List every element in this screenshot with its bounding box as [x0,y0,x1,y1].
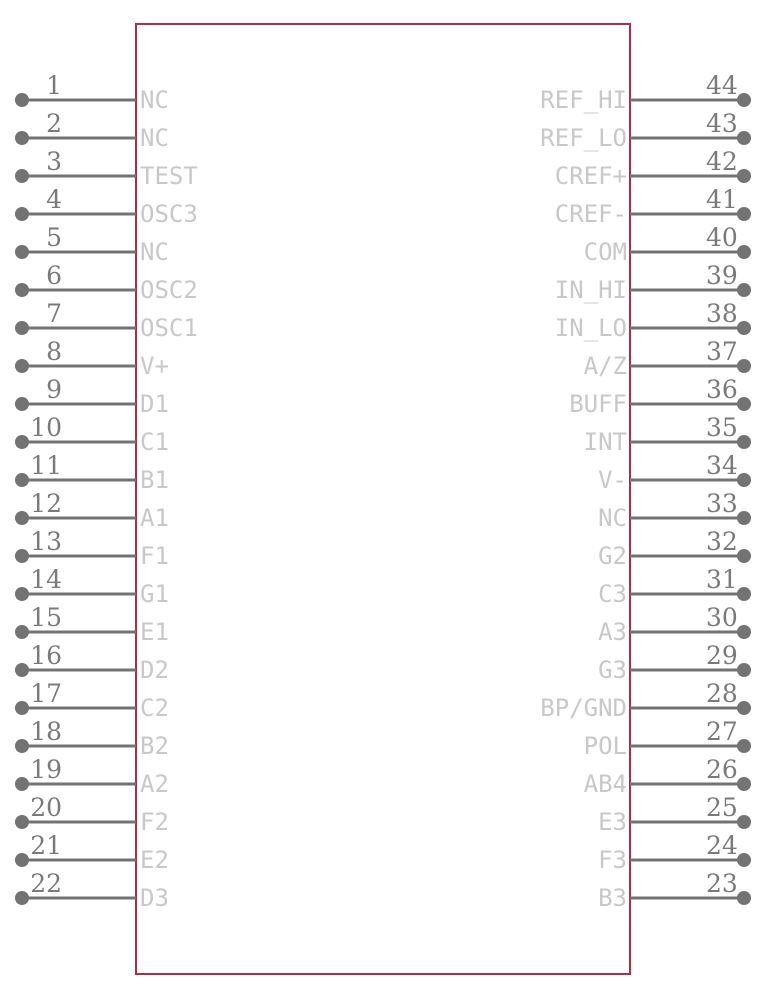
pin-name: OSC2 [140,276,198,304]
pin-12 [15,489,169,532]
pin-44 [540,71,751,114]
pin-name: D1 [140,390,169,418]
pin-number: 26 [706,755,738,784]
pin-terminal-dot [737,131,751,145]
pin-name: G3 [598,656,627,684]
pin-number: 42 [706,147,738,176]
pin-terminal-dot [737,283,751,297]
pin-terminal-dot [15,739,29,753]
pin-13 [15,527,169,570]
pin-name: B2 [140,732,169,760]
pin-name: AB4 [583,770,627,798]
pin-terminal-dot [15,131,29,145]
pin-number: 14 [30,565,62,594]
pin-name: G1 [140,580,169,608]
pin-8 [15,337,169,380]
pin-terminal-dot [15,511,29,525]
pin-35 [584,413,751,456]
pin-name: TEST [140,162,198,190]
pin-number: 7 [46,299,62,328]
pin-name: A/Z [583,352,627,380]
pin-terminal-dot [15,777,29,791]
pin-name: F3 [598,846,627,874]
pin-name: E2 [140,846,169,874]
pin-number: 12 [30,489,62,518]
pin-32 [598,527,751,570]
pin-number: 6 [46,261,62,290]
pin-19 [15,755,169,798]
pin-number: 37 [706,337,738,366]
pin-number: 18 [30,717,62,746]
pin-number: 33 [706,489,738,518]
pin-name: G2 [598,542,627,570]
pin-34 [598,451,751,494]
pin-number: 24 [706,831,738,860]
pin-name: POL [583,732,627,760]
pin-39 [555,261,751,304]
pin-6 [15,261,198,304]
pin-number: 38 [706,299,738,328]
pin-terminal-dot [737,435,751,449]
pin-18 [15,717,169,760]
pin-38 [555,299,751,342]
pin-name: OSC1 [140,314,198,342]
pin-number: 13 [30,527,62,556]
pin-terminal-dot [15,815,29,829]
pin-number: 43 [706,109,738,138]
pin-10 [15,413,169,456]
pin-terminal-dot [737,473,751,487]
pin-number: 1 [46,71,62,100]
pin-20 [15,793,169,836]
pin-name: A2 [140,770,169,798]
pin-terminal-dot [737,549,751,563]
pin-terminal-dot [737,511,751,525]
pin-number: 39 [706,261,738,290]
pin-name: OSC3 [140,200,198,228]
pin-2 [15,109,169,152]
pin-24 [598,831,751,874]
pin-name: D2 [140,656,169,684]
pin-40 [584,223,751,266]
pin-number: 16 [30,641,62,670]
pin-name: A3 [598,618,627,646]
pin-33 [598,489,751,532]
pin-number: 20 [30,793,62,822]
pin-name: BP/GND [540,694,627,722]
pin-terminal-dot [15,473,29,487]
pin-terminal-dot [737,625,751,639]
pin-number: 5 [46,223,62,252]
pin-name: F1 [140,542,169,570]
pin-29 [598,641,751,684]
pin-terminal-dot [15,891,29,905]
pin-23 [598,869,751,912]
pin-name: IN_LO [554,314,627,342]
pin-27 [584,717,751,760]
pin-name: V- [598,466,627,494]
pin-terminal-dot [15,549,29,563]
pin-17 [15,679,169,722]
pin-number: 27 [706,717,738,746]
pin-terminal-dot [15,587,29,601]
pin-number: 9 [46,375,62,404]
pin-terminal-dot [737,815,751,829]
pin-30 [598,603,751,646]
pin-number: 25 [706,793,738,822]
pin-name: IN_HI [554,276,627,304]
pin-terminal-dot [15,625,29,639]
pin-name: E1 [140,618,169,646]
pin-15 [15,603,169,646]
pin-terminal-dot [15,359,29,373]
pin-41 [555,185,751,228]
pin-terminal-dot [15,93,29,107]
pin-36 [569,375,751,418]
pin-name: C2 [140,694,169,722]
pin-26 [584,755,751,798]
pin-terminal-dot [15,207,29,221]
pin-21 [15,831,169,874]
pin-number: 28 [706,679,738,708]
pin-name: NC [140,124,169,152]
pin-number: 10 [30,413,62,442]
pin-7 [15,299,198,342]
pin-name: CREF+ [554,162,627,190]
pin-name: BUFF [569,390,627,418]
pin-terminal-dot [15,283,29,297]
pin-terminal-dot [737,739,751,753]
pin-3 [15,147,198,190]
pin-name: V+ [140,352,169,380]
pin-name: COM [583,238,627,266]
pin-terminal-dot [15,321,29,335]
pin-number: 22 [30,869,62,898]
pin-number: 23 [706,869,738,898]
pin-4 [15,185,198,228]
pin-name: B3 [598,884,627,912]
pin-terminal-dot [737,701,751,715]
pin-number: 3 [46,147,62,176]
pin-number: 30 [706,603,738,632]
pin-number: 11 [30,451,62,480]
pin-name: NC [140,238,169,266]
pin-9 [15,375,169,418]
pin-terminal-dot [737,207,751,221]
pin-terminal-dot [737,777,751,791]
pin-terminal-dot [737,321,751,335]
pin-name: F2 [140,808,169,836]
pin-terminal-dot [15,169,29,183]
pin-number: 35 [706,413,738,442]
pin-terminal-dot [737,663,751,677]
pin-number: 44 [706,71,738,100]
pin-number: 41 [706,185,738,214]
pin-terminal-dot [15,663,29,677]
pin-name: NC [598,504,627,532]
pin-terminal-dot [15,853,29,867]
pin-terminal-dot [15,397,29,411]
pin-terminal-dot [15,435,29,449]
pin-number: 17 [30,679,62,708]
pin-name: E3 [598,808,627,836]
pin-name: INT [583,428,627,456]
pin-42 [555,147,751,190]
pin-name: D3 [140,884,169,912]
pin-43 [540,109,751,152]
pin-number: 31 [706,565,738,594]
pin-number: 19 [30,755,62,784]
pin-terminal-dot [737,891,751,905]
pin-name: C1 [140,428,169,456]
pin-name: REF_HI [540,86,627,114]
pin-1 [15,71,169,114]
pin-terminal-dot [737,359,751,373]
pin-name: C3 [598,580,627,608]
pin-number: 15 [30,603,62,632]
pin-28 [540,679,751,722]
pin-terminal-dot [15,701,29,715]
pin-number: 29 [706,641,738,670]
right-pin-group [540,71,751,912]
pin-22 [15,869,169,912]
pin-terminal-dot [15,245,29,259]
pin-31 [598,565,751,608]
pin-terminal-dot [737,397,751,411]
pin-name: A1 [140,504,169,532]
pin-16 [15,641,169,684]
pin-number: 21 [30,831,62,860]
pin-name: B1 [140,466,169,494]
pin-number: 40 [706,223,738,252]
pin-terminal-dot [737,169,751,183]
left-pin-group [15,71,198,912]
pin-5 [15,223,169,266]
pin-number: 32 [706,527,738,556]
pin-name: REF_LO [540,124,627,152]
pin-terminal-dot [737,245,751,259]
pin-11 [15,451,169,494]
pin-terminal-dot [737,587,751,601]
pin-37 [584,337,751,380]
pin-number: 2 [46,109,62,138]
pin-number: 4 [46,185,62,214]
pin-25 [598,793,751,836]
pin-name: CREF- [554,200,627,228]
pin-number: 34 [706,451,738,480]
pin-name: NC [140,86,169,114]
pin-14 [15,565,169,608]
pin-terminal-dot [737,93,751,107]
pin-number: 36 [706,375,738,404]
pin-terminal-dot [737,853,751,867]
pin-number: 8 [46,337,62,366]
